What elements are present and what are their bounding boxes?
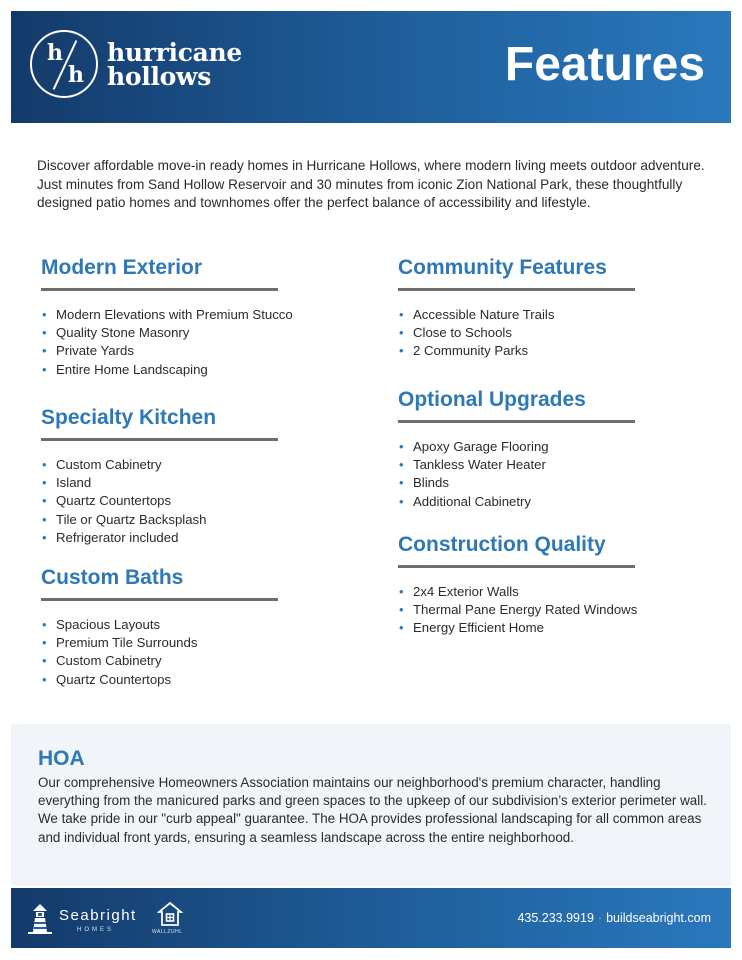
hoa-panel [11,724,731,886]
feature-list [41,306,293,379]
list-item: • Island [41,474,278,492]
logo-mark-top-letter: h [47,40,63,66]
list-item: • Blinds [398,474,635,492]
section-divider [398,420,635,423]
logo-mark-bottom-letter: h [68,62,84,88]
section-divider [398,288,635,291]
section-title: Construction Quality [398,533,606,556]
list-item: • Premium Tile Surrounds [41,634,278,652]
bullet-icon: • [42,343,47,359]
section-custom-baths [41,565,278,689]
brand-name: Seabright [59,907,137,924]
feature-list [398,438,635,511]
feature-list [41,456,278,547]
section-specialty-kitchen [41,405,278,547]
list-item: • Refrigerator included [41,529,278,547]
section-divider [398,565,635,568]
list-item: • 2x4 Exterior Walls [398,583,635,601]
logo-wordmark [107,38,242,91]
header-banner [11,11,731,123]
section-divider [41,598,278,601]
bullet-icon: • [42,475,47,491]
bullet-icon: • [42,325,47,341]
section-title: Optional Upgrades [398,388,586,411]
list-item: • Private Yards [41,342,278,360]
list-item: • Modern Elevations with Premium Stucco [41,306,278,324]
hh-logo-icon [30,30,98,98]
section-divider [41,438,278,441]
house-icon [157,901,183,927]
list-item: • Close to Schools [398,324,635,342]
list-item: • Thermal Pane Energy Rated Windows [398,601,635,619]
bullet-icon: • [42,653,47,669]
list-item: • Custom Cabinetry [41,652,278,670]
list-item: • 2 Community Parks [398,342,635,360]
list-item: • Entire Home Landscaping [41,361,278,379]
bullet-icon: • [42,529,47,545]
section-construction-quality [398,532,638,638]
list-item: • Spacious Layouts [41,616,278,634]
section-modern-exterior [41,255,293,379]
list-item: • Custom Cabinetry [41,456,278,474]
bullet-icon: • [399,584,404,599]
list-item: • Quartz Countertops [41,671,278,689]
intro-paragraph: Discover affordable move-in ready homes in Hurricane Hollows, where modern living meets outdoor adventure. Just minutes from Sand Hollow Reservoir and 30 minutes from iconic Zion National Park, these thoughtfully designed patio homes and townhomes offer the perfect balance of accessibility and lifestyle. [37,158,705,210]
partner-name: WALLZUHL [152,929,183,935]
list-item: • Tankless Water Heater [398,456,635,474]
bullet-icon: • [42,361,47,377]
website-link[interactable]: buildseabright.com [606,911,711,925]
list-item: • Accessible Nature Trails [398,306,635,324]
list-item: • Tile or Quartz Backsplash [41,511,278,529]
list-item: • Quality Stone Masonry [41,324,278,342]
feature-list [41,616,278,689]
bullet-icon: • [399,307,404,322]
bullet-icon: • [399,343,404,359]
bullet-icon: • [42,457,47,472]
footer-banner [11,888,731,948]
bullet-icon: • [399,602,404,618]
section-title: Custom Baths [41,566,184,589]
bullet-icon: • [399,475,404,491]
bullet-icon: • [399,493,404,509]
section-title: Modern Exterior [41,256,203,279]
hoa-description: Our comprehensive Homeowners Association maintains our neighborhood's premium character, handling everything from the manicured parks and green spaces to the upkeep of our subdivision’s exterior perimeter wall. We take pride in our "curb appeal" guarantee. The HOA provides professional landscaping for all common areas and individual front yards, ensuring a seamless landscape across the entire neighborhood. [38,775,707,845]
section-title: Community Features [398,256,607,279]
list-item: • Additional Cabinetry [398,493,635,511]
bullet-icon: • [42,617,47,632]
logo-line-1: hurricane [107,38,242,67]
bullet-icon: • [42,511,47,527]
bullet-icon: • [42,493,47,509]
page-title: Features [504,38,705,91]
list-item: • Energy Efficient Home [398,619,635,637]
section-divider [41,288,278,291]
list-item: • Apoxy Garage Flooring [398,438,635,456]
bullet-icon: • [42,671,47,687]
brand-subtitle: HOMES [77,927,115,933]
lighthouse-icon [25,903,55,935]
feature-list [398,583,638,638]
section-community-features [398,255,635,361]
list-item: • Quartz Countertops [41,492,278,510]
bullet-icon: • [399,620,404,636]
feature-list [398,306,635,361]
phone-number[interactable]: 435.233.9919 [517,911,594,925]
hoa-title: HOA [38,747,85,770]
section-title: Specialty Kitchen [41,406,217,429]
contact-info [517,910,711,926]
bullet-icon: • [399,457,404,473]
contact-separator: · [597,911,603,925]
bullet-icon: • [399,325,404,341]
logo-line-2: hollows [107,62,212,91]
bullet-icon: • [42,635,47,651]
bullet-icon: • [42,307,47,322]
section-optional-upgrades [398,387,635,511]
bullet-icon: • [399,439,404,454]
